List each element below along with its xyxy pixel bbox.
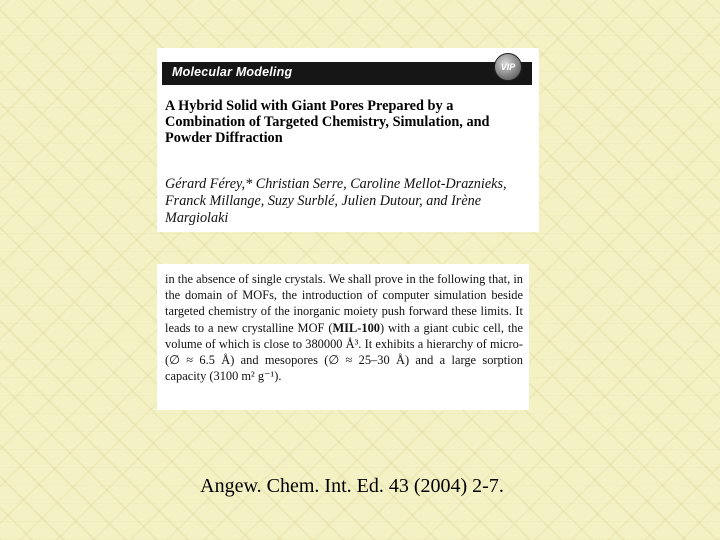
article-authors: Gérard Férey,* Christian Serre, Caroline Mellot-Draznieks, Franck Millange, Suzy Surblé, Julien Dutour, and Irène Margiolaki: [165, 176, 507, 226]
journal-section-label: Molecular Modeling: [172, 65, 293, 79]
abstract-clipping: [157, 264, 529, 410]
vip-badge-icon: VIP: [494, 53, 522, 81]
abstract-text: [165, 271, 523, 384]
article-title: A Hybrid Solid with Giant Pores Prepared by a Combination of Targeted Chemistry, Simulation, and Powder Diffraction: [165, 98, 490, 146]
article-header-clipping: [157, 48, 539, 232]
abstract-text-part-2: ) with a giant cubic cell, the volume of which is close to 380000 Å³. It exhibits a hierarchy of micro- (∅ ≈ 6.5 Å) and mesopores (∅ ≈ 25–30 Å) and a large sorption capacity (3100 m² g⁻¹).: [165, 320, 524, 384]
material-name: MIL-100: [332, 320, 380, 335]
abstract-text-part-1: in the absence of single crystals. We shall prove in the following that, in the domain of MOFs, the introduction of computer simulation beside targeted chemistry of the inorganic moiety push forward these limits. It leads to a new crystalline MOF (: [165, 272, 523, 335]
citation: Angew. Chem. Int. Ed. 43 (2004) 2-7.: [200, 475, 504, 497]
journal-section-band: [162, 62, 532, 85]
